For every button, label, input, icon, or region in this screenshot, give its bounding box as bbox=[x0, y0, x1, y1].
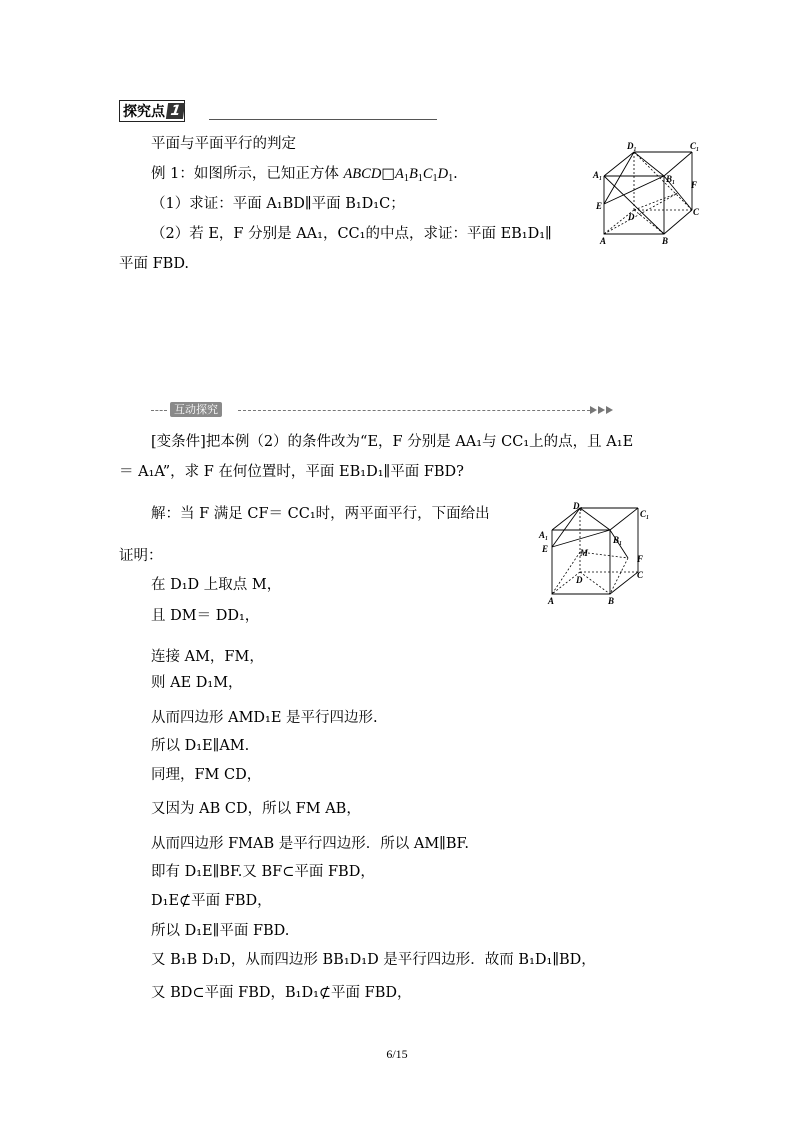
fig1-label-C: C bbox=[693, 207, 700, 217]
topic-title: 平面与平面平行的判定 bbox=[151, 136, 296, 152]
solution-line-9: 同理，FM CD， bbox=[151, 767, 262, 783]
section-badge-label: 探究点 bbox=[123, 104, 165, 120]
variant-line-2: ＝ A₁A”，求 F 在何位置时，平面 EB₁D₁∥平面 FBD? bbox=[119, 464, 464, 480]
solution-line-16: 又 BD⊂平面 FBD，B₁D₁⊄平面 FBD， bbox=[151, 985, 412, 1001]
solution-line-12: 即有 D₁E∥BF.又 BF⊂平面 FBD， bbox=[151, 864, 375, 880]
section-header bbox=[119, 100, 437, 122]
interactive-explore-tag bbox=[151, 402, 471, 418]
solution-line-8: 所以 D₁E∥AM. bbox=[151, 738, 250, 754]
arrow-icon bbox=[590, 405, 616, 415]
fig2-label-M: M bbox=[580, 548, 589, 558]
solution-line-5: 连接 AM，FM， bbox=[151, 649, 264, 665]
fig1-label-B: B bbox=[662, 236, 669, 246]
fig1-label-C1: C₁ bbox=[690, 141, 700, 151]
page-number: 6/15 bbox=[386, 1047, 408, 1061]
solution-line-10: 又因为 AB CD，所以 FM AB， bbox=[151, 801, 361, 817]
solution-line-13: D₁E⊄平面 FBD， bbox=[151, 893, 272, 909]
section-badge bbox=[119, 100, 185, 122]
fig2-label-D1: D₁ bbox=[573, 501, 583, 511]
solution-line-14: 所以 D₁E∥平面 FBD. bbox=[151, 923, 290, 939]
cube-figure-2 bbox=[536, 500, 658, 610]
example-intro-prefix: 例 1：如图所示，已知正方体 bbox=[151, 166, 344, 182]
fig1-label-A: A bbox=[600, 236, 607, 246]
section-rule bbox=[209, 119, 437, 120]
fig2-label-A1: A₁ bbox=[539, 530, 549, 540]
fig2-label-B1: B₁ bbox=[613, 535, 623, 545]
fig1-label-D: D bbox=[628, 212, 635, 222]
solution-line-15: 又 B₁B D₁D，从而四边形 BB₁D₁D 是平行四边形．故而 B₁D₁∥BD， bbox=[151, 952, 596, 968]
fig1-label-D1: D₁ bbox=[627, 141, 637, 151]
solution-line-11: 从而四边形 FMAB 是平行四边形．所以 AM∥BF. bbox=[151, 836, 469, 852]
fig2-label-C1: C₁ bbox=[640, 509, 650, 519]
fig1-label-E: E bbox=[596, 201, 603, 211]
example-intro-cube: ABCD bbox=[343, 166, 382, 182]
solution-line-4: 且 DM＝ DD₁， bbox=[151, 608, 260, 624]
fig2-label-D: D bbox=[576, 575, 583, 585]
fig2-label-E: E bbox=[542, 544, 549, 554]
example-q2-line2: 平面 FBD. bbox=[119, 256, 190, 272]
solution-line-7: 从而四边形 AMD₁E 是平行四边形. bbox=[151, 710, 378, 726]
fig2-label-B: B bbox=[608, 596, 615, 606]
solution-line-6: 则 AE D₁M， bbox=[151, 675, 243, 691]
fig1-label-B1: B₁ bbox=[666, 174, 676, 184]
variant-line-1: [变条件]把本例（2）的条件改为“E，F 分别是 AA₁与 CC₁上的点，且 A₁E bbox=[151, 434, 634, 450]
example-intro: 例 1：如图所示，已知正方体 $ABCD□A_1B_1C_1D_1$. bbox=[151, 166, 458, 184]
solution-line-3: 在 D₁D 上取点 M， bbox=[151, 577, 282, 593]
fig1-label-F: F bbox=[691, 180, 698, 190]
example-q1: （1）求证：平面 A₁BD∥平面 B₁D₁C； bbox=[151, 196, 405, 212]
cube-figure-1 bbox=[592, 140, 704, 248]
interactive-explore-label: 互动探究 bbox=[170, 402, 222, 417]
solution-line-2: 证明： bbox=[119, 548, 163, 564]
fig1-label-A1: A₁ bbox=[593, 170, 603, 180]
fig2-label-A: A bbox=[548, 596, 555, 606]
example-intro-sep: □ bbox=[381, 166, 396, 182]
section-badge-number: 1 bbox=[166, 103, 185, 119]
fig2-label-C: C bbox=[637, 570, 644, 580]
solution-line-1: 解：当 F 满足 CF＝ CC₁时，两平面平行，下面给出 bbox=[151, 506, 490, 522]
fig2-label-F: F bbox=[637, 554, 644, 564]
example-q2-line1: （2）若 E，F 分别是 AA₁，CC₁的中点，求证：平面 EB₁D₁∥ bbox=[151, 226, 552, 242]
